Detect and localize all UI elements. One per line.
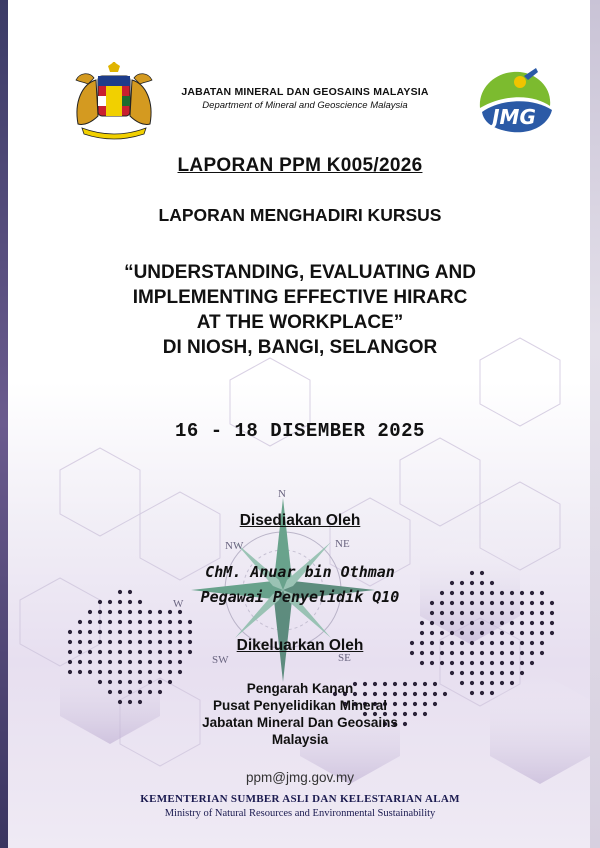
map-dot: [480, 611, 484, 615]
map-dot: [460, 631, 464, 635]
map-dot: [470, 611, 474, 615]
compass-label-sw: SW: [212, 654, 229, 666]
map-dot: [420, 631, 424, 635]
compass-label-nw: NW: [225, 540, 244, 552]
map-dot: [138, 670, 142, 674]
map-dot: [78, 620, 82, 624]
map-dot: [148, 670, 152, 674]
map-dot: [510, 661, 514, 665]
header: [0, 62, 600, 142]
map-dot: [500, 621, 504, 625]
map-dot: [460, 611, 464, 615]
map-dot: [450, 671, 454, 675]
map-dot: [540, 631, 544, 635]
course-title-line: AT THE WORKPLACE”: [196, 312, 404, 333]
map-dot: [520, 621, 524, 625]
map-dot: [88, 620, 92, 624]
preparer-role: Pegawai Penyelidik Q10: [200, 588, 400, 606]
map-dot: [148, 630, 152, 634]
map-dot: [510, 631, 514, 635]
map-dot: [178, 660, 182, 664]
map-dot: [480, 581, 484, 585]
map-dot: [500, 671, 504, 675]
map-dot: [158, 670, 162, 674]
map-dot: [148, 620, 152, 624]
map-dot: [158, 630, 162, 634]
issuer-line: Pengarah Kanan: [246, 681, 354, 696]
map-dot: [188, 620, 192, 624]
report-type: LAPORAN MENGHADIRI KURSUS: [158, 205, 442, 225]
map-dot: [98, 630, 102, 634]
compass-label-ne: NE: [335, 538, 350, 550]
map-dot: [138, 630, 142, 634]
map-dot: [460, 621, 464, 625]
map-dot: [108, 630, 112, 634]
map-dot: [490, 621, 494, 625]
map-dot: [520, 611, 524, 615]
compass-label-w: W: [173, 598, 184, 610]
map-dot: [530, 611, 534, 615]
map-dot: [178, 630, 182, 634]
map-dot: [480, 671, 484, 675]
map-dot: [168, 620, 172, 624]
map-dot: [128, 670, 132, 674]
map-dot: [98, 670, 102, 674]
map-dot: [98, 620, 102, 624]
map-dot: [480, 631, 484, 635]
department-name-ms: JABATAN MINERAL DAN GEOSAINS MALAYSIA: [181, 86, 429, 98]
map-dot: [440, 611, 444, 615]
map-dot: [118, 610, 122, 614]
map-dot: [450, 611, 454, 615]
map-dot: [118, 620, 122, 624]
map-dot: [78, 660, 82, 664]
map-dot: [550, 621, 554, 625]
map-dot: [520, 661, 524, 665]
map-dot: [470, 621, 474, 625]
map-dot: [550, 611, 554, 615]
map-dot: [88, 630, 92, 634]
preparer-name: ChM. Anuar bin Othman: [205, 563, 395, 581]
issuer-line: Jabatan Mineral Dan Geosains: [202, 715, 398, 730]
map-dot: [78, 630, 82, 634]
course-title: [0, 260, 600, 360]
map-dot: [480, 621, 484, 625]
map-dot: [128, 630, 132, 634]
map-dot: [440, 631, 444, 635]
map-dot: [420, 621, 424, 625]
map-dot: [88, 670, 92, 674]
map-dot: [138, 660, 142, 664]
map-dot: [158, 620, 162, 624]
map-dot: [460, 661, 464, 665]
ministry-name-en: Ministry of Natural Resources and Environmental Sustainability: [164, 808, 436, 819]
course-title-line: “UNDERSTANDING, EVALUATING AND: [124, 262, 476, 283]
compass-label-se: SE: [338, 652, 351, 664]
map-dot: [158, 610, 162, 614]
map-dot: [108, 660, 112, 664]
map-dot: [450, 661, 454, 665]
map-dot: [440, 621, 444, 625]
map-dot: [530, 631, 534, 635]
map-dot: [500, 661, 504, 665]
map-dot: [510, 621, 514, 625]
course-location-line: DI NIOSH, BANGI, SELANGOR: [162, 337, 438, 358]
map-dot: [98, 610, 102, 614]
map-dot: [168, 660, 172, 664]
map-dot: [500, 611, 504, 615]
map-dot: [78, 670, 82, 674]
map-dot: [520, 631, 524, 635]
map-dot: [118, 660, 122, 664]
map-dot: [178, 610, 182, 614]
map-dot: [430, 661, 434, 665]
issuer-block: [0, 680, 600, 748]
map-dot: [550, 631, 554, 635]
map-dot: [470, 661, 474, 665]
map-dot: [108, 620, 112, 624]
map-dot: [510, 611, 514, 615]
map-dot: [118, 670, 122, 674]
map-dot: [450, 631, 454, 635]
map-dot: [158, 660, 162, 664]
map-dot: [430, 611, 434, 615]
map-dot: [520, 671, 524, 675]
map-dot: [128, 610, 132, 614]
map-dot: [460, 581, 464, 585]
map-dot: [530, 661, 534, 665]
malaysia-coat-of-arms-icon: [68, 62, 160, 140]
map-dot: [460, 671, 464, 675]
map-dot: [178, 620, 182, 624]
map-dot: [148, 610, 152, 614]
map-dot: [470, 631, 474, 635]
map-dot: [138, 610, 142, 614]
jmg-logo-icon: [472, 66, 556, 134]
map-dot: [98, 660, 102, 664]
map-dot: [420, 661, 424, 665]
map-dot: [490, 611, 494, 615]
map-dot: [450, 581, 454, 585]
issued-by-heading: Dikeluarkan Oleh: [236, 637, 364, 654]
issuer-line: Pusat Penyelidikan Mineral: [212, 698, 388, 713]
map-dot: [490, 661, 494, 665]
map-dot: [540, 621, 544, 625]
course-dates: 16 - 18 DISEMBER 2025: [175, 420, 425, 442]
map-dot: [430, 631, 434, 635]
map-dot: [530, 621, 534, 625]
map-dot: [108, 610, 112, 614]
map-dot: [88, 660, 92, 664]
prepared-by-heading: Disediakan Oleh: [239, 512, 361, 529]
map-dot: [188, 630, 192, 634]
map-dot: [440, 661, 444, 665]
map-dot: [168, 630, 172, 634]
map-dot: [490, 631, 494, 635]
map-dot: [108, 670, 112, 674]
ministry-name-ms: KEMENTERIAN SUMBER ASLI DAN KELESTARIAN ALAM: [140, 793, 460, 805]
map-dot: [128, 620, 132, 624]
map-dot: [470, 671, 474, 675]
map-dot: [128, 660, 132, 664]
map-dot: [450, 621, 454, 625]
map-dot: [500, 631, 504, 635]
map-dot: [68, 660, 72, 664]
compass-label-n: N: [278, 488, 286, 500]
map-dot: [168, 670, 172, 674]
map-dot: [138, 620, 142, 624]
map-dot: [490, 581, 494, 585]
map-dot: [470, 581, 474, 585]
jmg-logo-text: JMG: [492, 105, 536, 129]
map-dot: [68, 670, 72, 674]
map-dot: [168, 610, 172, 614]
department-name-en: Department of Mineral and Geoscience Malaysia: [202, 100, 408, 111]
contact-email[interactable]: ppm@jmg.gov.my: [246, 770, 354, 785]
map-dot: [480, 661, 484, 665]
map-dot: [490, 671, 494, 675]
map-dot: [148, 660, 152, 664]
map-dot: [88, 610, 92, 614]
department-block: [160, 86, 450, 111]
course-title-line: IMPLEMENTING EFFECTIVE HIRARC: [132, 287, 468, 308]
map-dot: [510, 671, 514, 675]
map-dot: [540, 611, 544, 615]
map-dot: [118, 630, 122, 634]
report-number: LAPORAN PPM K005/2026: [177, 155, 423, 176]
map-dot: [68, 630, 72, 634]
map-dot: [178, 670, 182, 674]
issuer-line: Malaysia: [271, 732, 329, 747]
map-dot: [430, 621, 434, 625]
